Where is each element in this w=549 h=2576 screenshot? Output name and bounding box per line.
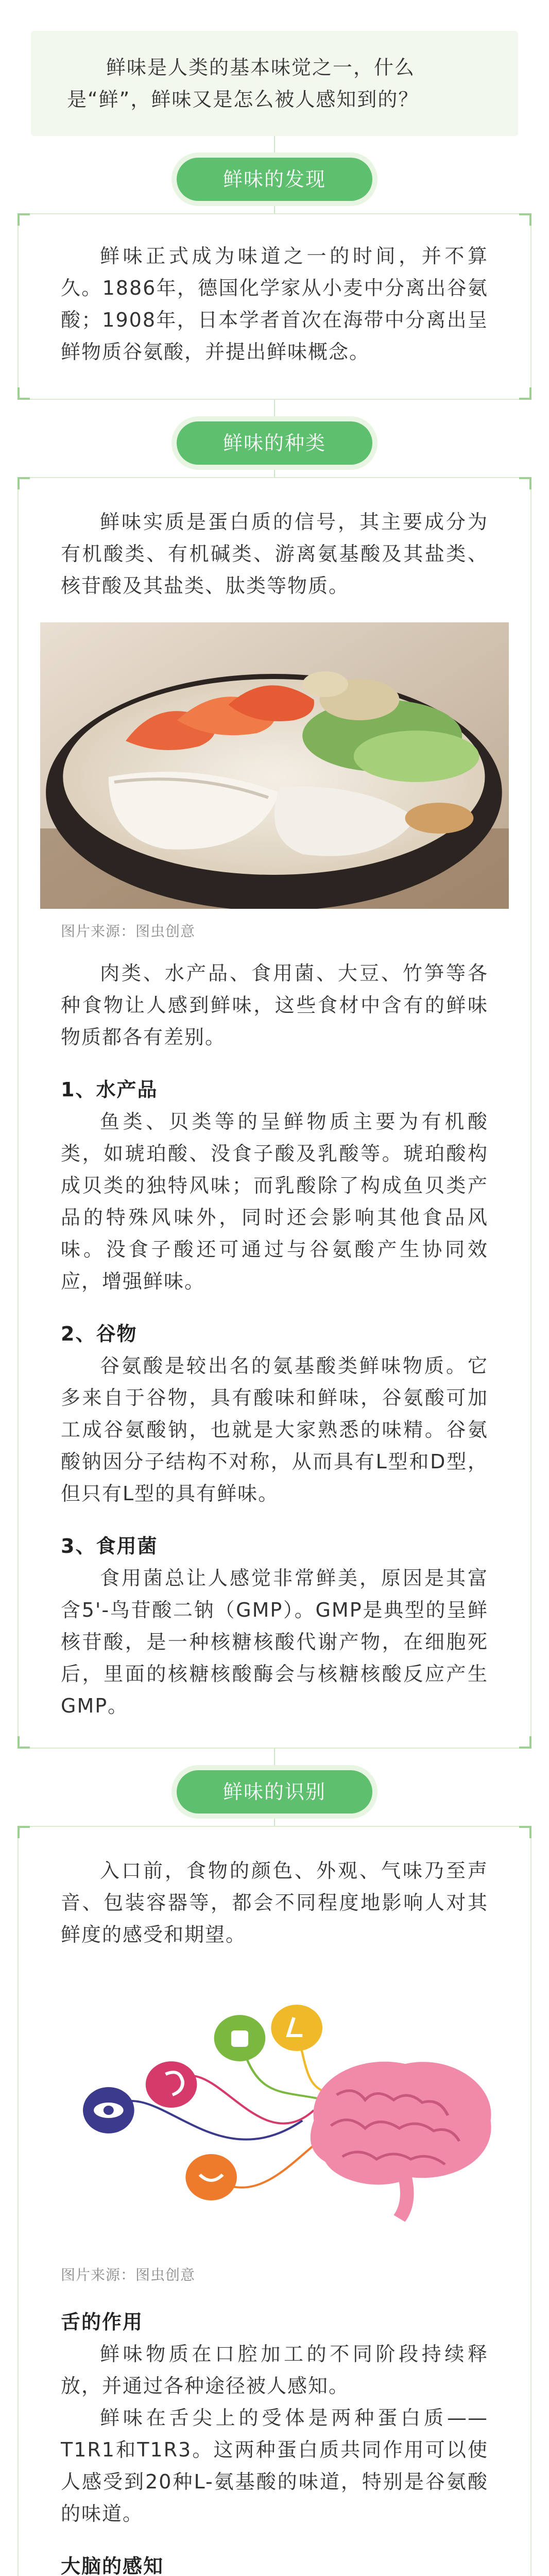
corner-decoration [519, 1826, 531, 1838]
recognition-tongue-paragraph-1: 鲜味物质在口腔加工的不同阶段持续释放，并通过各种途径被人感知。 [61, 2343, 488, 2397]
discovery-paragraph: 鲜味正式成为味道之一的时间，并不算久。1886年，德国化学家从小麦中分离出谷氨酸；1908年，日本学者首次在海带中分离出呈鲜物质谷氨酸，并提出鲜味概念。 [61, 245, 488, 363]
ear-icon [146, 2061, 197, 2108]
section-title-discovery: 鲜味的发现 [177, 158, 372, 201]
corner-decoration [18, 1736, 30, 1749]
types-subheading-grain: 2、谷物 [61, 1323, 138, 1345]
intro-text: 鲜味是人类的基本味觉之一，什么是“鲜”，鲜味又是怎么被人感知到的？ [67, 56, 419, 111]
nose-icon [271, 2005, 322, 2051]
mouth-icon [185, 2154, 237, 2200]
recognition-image-caption: 图片来源：图虫创意 [61, 2266, 196, 2283]
section-header-recognition [0, 1749, 549, 1826]
card-discovery [18, 213, 531, 400]
card-types [18, 477, 531, 1749]
types-mushroom-paragraph: 食用菌总让人感觉非常鲜美，原因是其富含5'-鸟苷酸二钠（GMP）。GMP是典型的呈鲜核苷酸，是一种核糖核酸代谢产物，在细胞死后，里面的核糖核酸酶会与核糖核酸反应产生GMP。 [61, 1567, 488, 1717]
types-subheading-mushroom: 3、食用菌 [61, 1535, 158, 1557]
section-title-types: 鲜味的种类 [177, 421, 372, 465]
types-image-caption: 图片来源：图虫创意 [61, 923, 196, 940]
types-subheading-seafood: 1、水产品 [61, 1078, 158, 1101]
types-after-image-paragraph: 肉类、水产品、食用菌、大豆、竹笋等各种食物让人感到鲜味，这些食材中含有的鲜味物质都各有差别。 [61, 962, 488, 1048]
corner-decoration [519, 213, 531, 226]
corner-decoration [18, 477, 30, 489]
senses-illustration [40, 1966, 509, 2252]
types-lead-paragraph: 鲜味实质是蛋白质的信号，其主要成分为有机酸类、有机碱类、游离氨基酸及其盐类、核苷酸及其盐类、肽类等物质。 [61, 511, 488, 597]
section-title-recognition: 鲜味的识别 [177, 1770, 372, 1814]
senses-brain-image [40, 1966, 509, 2252]
recognition-lead-paragraph: 入口前，食物的颜色、外观、气味乃至声音、包装容器等，都会不同程度地影响人对其鲜度的感受和期望。 [61, 1859, 488, 1946]
section-header-types [0, 400, 549, 477]
card-recognition [18, 1826, 531, 2576]
corner-decoration [18, 213, 30, 226]
intro-box [31, 31, 518, 136]
section-header-discovery [0, 136, 549, 213]
seafood-hotpot-image [40, 622, 509, 909]
corner-decoration [519, 387, 531, 400]
corner-decoration [18, 387, 30, 400]
hotpot-photo [40, 622, 509, 909]
recognition-tongue-paragraph-2: 鲜味在舌尖上的受体是两种蛋白质——T1R1和T1R3。这两种蛋白质共同作用可以使人感受到20种L-氨基酸的味道，特别是谷氨酸的味道。 [61, 2406, 488, 2525]
types-grain-paragraph: 谷氨酸是较出名的氨基酸类鲜味物质。它多来自于谷物，具有酸味和鲜味，谷氨酸可加工成谷氨酸钠，也就是大家熟悉的味精。谷氨酸钠因分子结构不对称，从而具有L型和D型，但只有L型的具有鲜味。 [61, 1354, 488, 1505]
corner-decoration [519, 1736, 531, 1749]
types-seafood-paragraph: 鱼类、贝类等的呈鲜物质主要为有机酸类，如琥珀酸、没食子酸及乳酸等。琥珀酸构成贝类的独特风味；而乳酸除了构成鱼贝类产品的特殊风味外，同时还会影响其他食品风味。没食子酸还可通过与谷氨酸产生协同效应，增强鲜味。 [61, 1110, 488, 1293]
recognition-subheading-brain: 大脑的感知 [61, 2555, 164, 2576]
corner-decoration [519, 477, 531, 489]
recognition-subheading-tongue: 舌的作用 [61, 2311, 144, 2333]
corner-decoration [18, 1826, 30, 1838]
